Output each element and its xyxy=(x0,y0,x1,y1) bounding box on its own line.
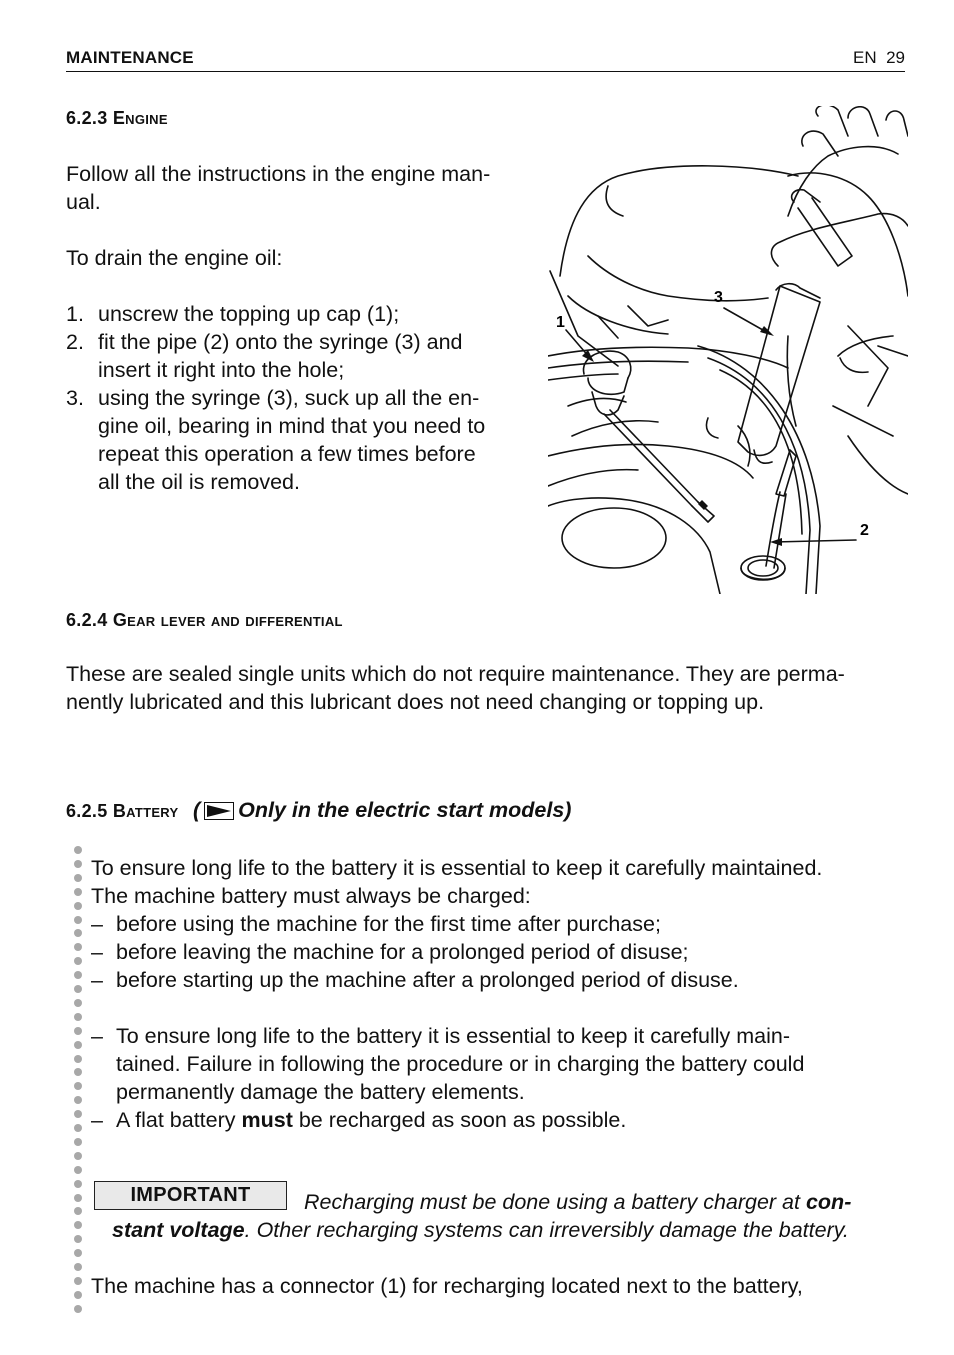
engine-intro-line2: ual. xyxy=(66,190,101,214)
figure-label-3: 3 xyxy=(714,289,723,306)
revision-dot xyxy=(74,1110,82,1118)
note-text: . Other recharging systems can irreversibly damage the battery. xyxy=(244,1218,849,1242)
dash: – xyxy=(91,940,103,964)
revision-dot xyxy=(74,957,82,965)
revision-dot xyxy=(74,1055,82,1063)
revision-dot xyxy=(74,1027,82,1035)
step-text: unscrew the topping up cap (1); xyxy=(98,302,400,326)
revision-dot xyxy=(74,929,82,937)
step-text: repeat this operation a few times before xyxy=(98,442,476,466)
step-text: gine oil, bearing in mind that you need to xyxy=(98,414,486,438)
revision-dot xyxy=(74,1207,82,1215)
step-text: using the syringe (3), suck up all the en- xyxy=(98,386,480,410)
revision-dot xyxy=(74,1152,82,1160)
dash: – xyxy=(91,1108,103,1132)
header-rule xyxy=(66,71,905,72)
revision-dot xyxy=(74,1194,82,1202)
revision-dot xyxy=(74,1305,82,1313)
battery-line1: To ensure long life to the battery it is essential to keep it carefully maintained. xyxy=(91,856,823,880)
revision-dot xyxy=(74,860,82,868)
section-heading-engine: 6.2.3 Engine xyxy=(66,108,168,128)
models-note: Only in the electric start models) xyxy=(238,798,572,822)
important-note-line2 xyxy=(112,1216,849,1244)
flat-battery-text xyxy=(116,1106,626,1134)
figure-label-2: 2 xyxy=(860,522,869,539)
step-text: insert it right into the hole; xyxy=(98,358,345,382)
revision-dot xyxy=(74,943,82,951)
note-bold: con- xyxy=(805,1190,852,1214)
revision-dot xyxy=(74,1221,82,1229)
dash: – xyxy=(91,1024,103,1048)
important-label-box: IMPORTANT xyxy=(94,1181,287,1210)
dash: – xyxy=(91,912,103,936)
revision-dot xyxy=(74,1124,82,1132)
section-heading-gear: 6.2.4 Gear lever and differential xyxy=(66,610,343,630)
revision-dot xyxy=(74,971,82,979)
step-number: 2. xyxy=(66,330,84,354)
revision-dot xyxy=(74,999,82,1007)
engine-oil-syringe-illustration xyxy=(548,106,908,594)
revision-dot xyxy=(74,1166,82,1174)
revision-dot xyxy=(74,888,82,896)
step-text: fit the pipe (2) onto the syringe (3) and xyxy=(98,330,463,354)
drain-intro: To drain the engine oil: xyxy=(66,246,283,270)
battery-line2: The machine battery must always be charged: xyxy=(91,884,531,908)
connector-line: The machine has a connector (1) for recharging located next to the battery, xyxy=(91,1274,803,1298)
care-line: To ensure long life to the battery it is essential to keep it carefully main- xyxy=(116,1024,791,1048)
page-number xyxy=(853,48,905,68)
flat-pre: A flat battery xyxy=(116,1108,242,1132)
revision-dot xyxy=(74,1096,82,1104)
revision-dot xyxy=(74,1082,82,1090)
engine-intro-line1: Follow all the instructions in the engine man- xyxy=(66,162,491,186)
revision-dot xyxy=(74,902,82,910)
section-heading-battery xyxy=(66,798,571,823)
revision-dot xyxy=(74,846,82,854)
care-line: permanently damage the battery elements. xyxy=(116,1080,525,1104)
revision-dot xyxy=(74,1277,82,1285)
revision-dot xyxy=(74,1013,82,1021)
revision-dot-bar xyxy=(74,846,84,1306)
note-text: Recharging must be done using a battery charger at xyxy=(304,1190,806,1214)
charged-item-text: before starting up the machine after a prolonged period of disuse. xyxy=(116,968,739,992)
note-bold: stant voltage xyxy=(112,1218,245,1242)
revision-dot xyxy=(74,1138,82,1146)
step-text: all the oil is removed. xyxy=(98,470,300,494)
revision-dot xyxy=(74,1291,82,1299)
gear-line2: nently lubricated and this lubricant does not need changing or topping up. xyxy=(66,690,765,714)
dash: – xyxy=(91,968,103,992)
revision-dot xyxy=(74,1041,82,1049)
figure-label-1: 1 xyxy=(556,314,565,331)
flat-bold: must xyxy=(241,1108,293,1132)
step-number: 1. xyxy=(66,302,84,326)
care-line: tained. Failure in following the procedure or in charging the battery could xyxy=(116,1052,805,1076)
revision-dot xyxy=(74,1180,82,1188)
revision-dot xyxy=(74,874,82,882)
language-code: EN xyxy=(853,48,877,67)
flat-post: be recharged as soon as possible. xyxy=(292,1108,627,1132)
important-note-line1 xyxy=(304,1188,851,1216)
step-number: 3. xyxy=(66,386,84,410)
revision-dot xyxy=(74,1235,82,1243)
revision-dot xyxy=(74,916,82,924)
revision-dot xyxy=(74,1249,82,1257)
battery-heading-text: 6.2.5 Battery xyxy=(66,801,179,821)
electric-start-model-icon xyxy=(204,802,234,820)
charged-item-text: before using the machine for the first time after purchase; xyxy=(116,912,661,936)
revision-dot xyxy=(74,1068,82,1076)
revision-dot xyxy=(74,985,82,993)
charged-item-text: before leaving the machine for a prolonged period of disuse; xyxy=(116,940,689,964)
running-header-section: MAINTENANCE xyxy=(66,48,194,67)
page-number-value: 29 xyxy=(886,48,905,67)
gear-line1: These are sealed single units which do not require maintenance. They are perma- xyxy=(66,662,845,686)
models-paren: ( xyxy=(192,798,201,822)
revision-dot xyxy=(74,1263,82,1271)
